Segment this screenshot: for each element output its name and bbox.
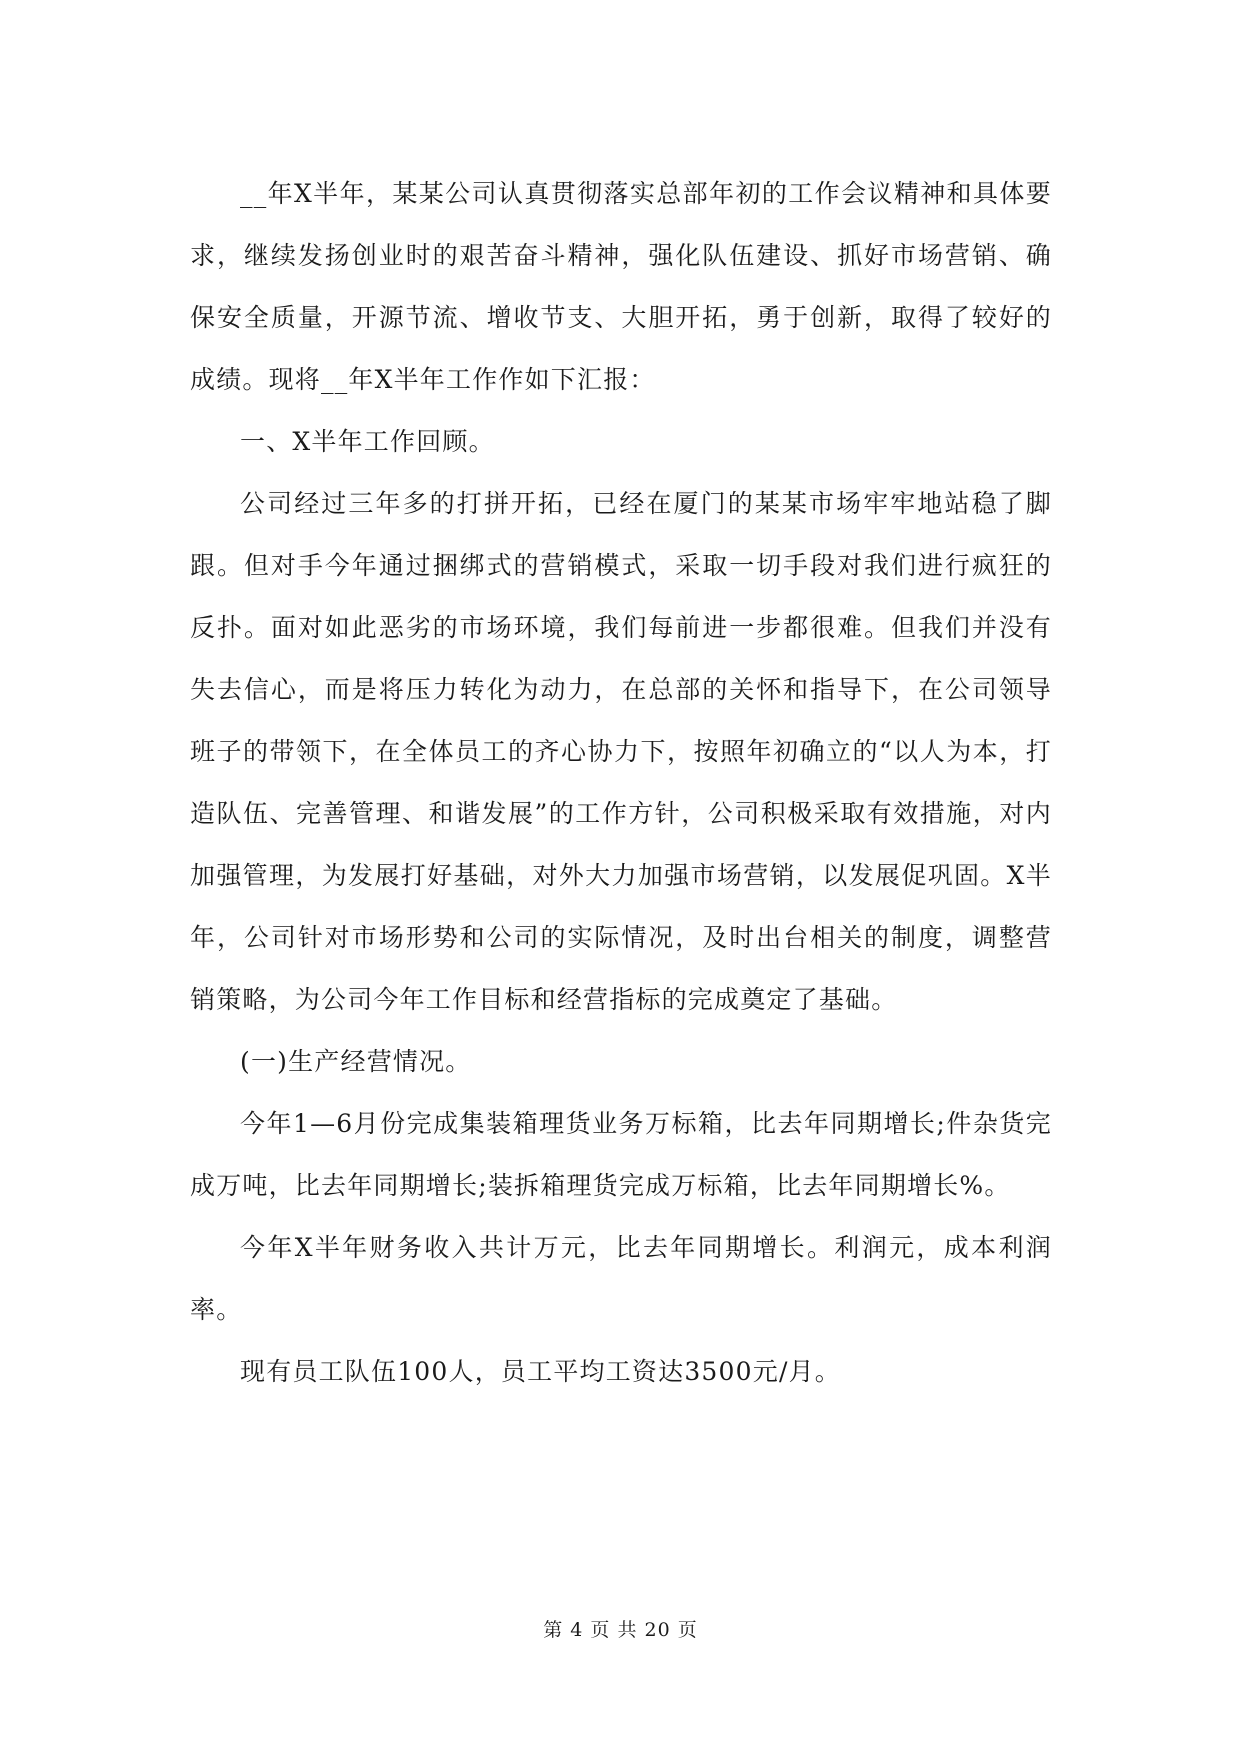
- section-heading-review: 一、X半年工作回顾。: [240, 427, 495, 456]
- paragraph-operations: 今年1—6月份完成集装箱理货业务万标箱，比去年同期增长;件杂货完成万吨，比去年同期增长;装拆箱理货完成万标箱，比去年同期增长%。: [190, 1109, 1052, 1200]
- document-body: [190, 163, 1052, 1403]
- paragraph-intro: __年X半年，某某公司认真贯彻落实总部年初的工作会议精神和具体要求，继续发扬创业时的艰苦奋斗精神，强化队伍建设、抓好市场营销、确保安全质量，开源节流、增收节支、大胆开拓，勇于创新，取得了较好的成绩。现将__年X半年工作作如下汇报：: [190, 179, 1052, 394]
- page-number-footer: 第 4 页 共 20 页: [543, 1619, 698, 1641]
- subsection-heading-operations: (一)生产经营情况。: [240, 1047, 472, 1076]
- paragraph-staff: 现有员工队伍100人，员工平均工资达3500元/月。: [240, 1357, 841, 1386]
- paragraph-review: 公司经过三年多的打拼开拓，已经在厦门的某某市场牢牢地站稳了脚跟。但对手今年通过捆绑式的营销模式，采取一切手段对我们进行疯狂的反扑。面对如此恶劣的市场环境，我们每前进一步都很难。但我们并没有失去信心，而是将压力转化为动力，在总部的关怀和指导下，在公司领导班子的带领下，在全体员工的齐心协力下，按照年初确立的“以人为本，打造队伍、完善管理、和谐发展”的工作方针，公司积极采取有效措施，对内加强管理，为发展打好基础，对外大力加强市场营销，以发展促巩固。X半年，公司针对市场形势和公司的实际情况，及时出台相关的制度，调整营销策略，为公司今年工作目标和经营指标的完成奠定了基础。: [190, 489, 1052, 1014]
- paragraph-finance: 今年X半年财务收入共计万元，比去年同期增长。利润元，成本利润率。: [190, 1233, 1052, 1324]
